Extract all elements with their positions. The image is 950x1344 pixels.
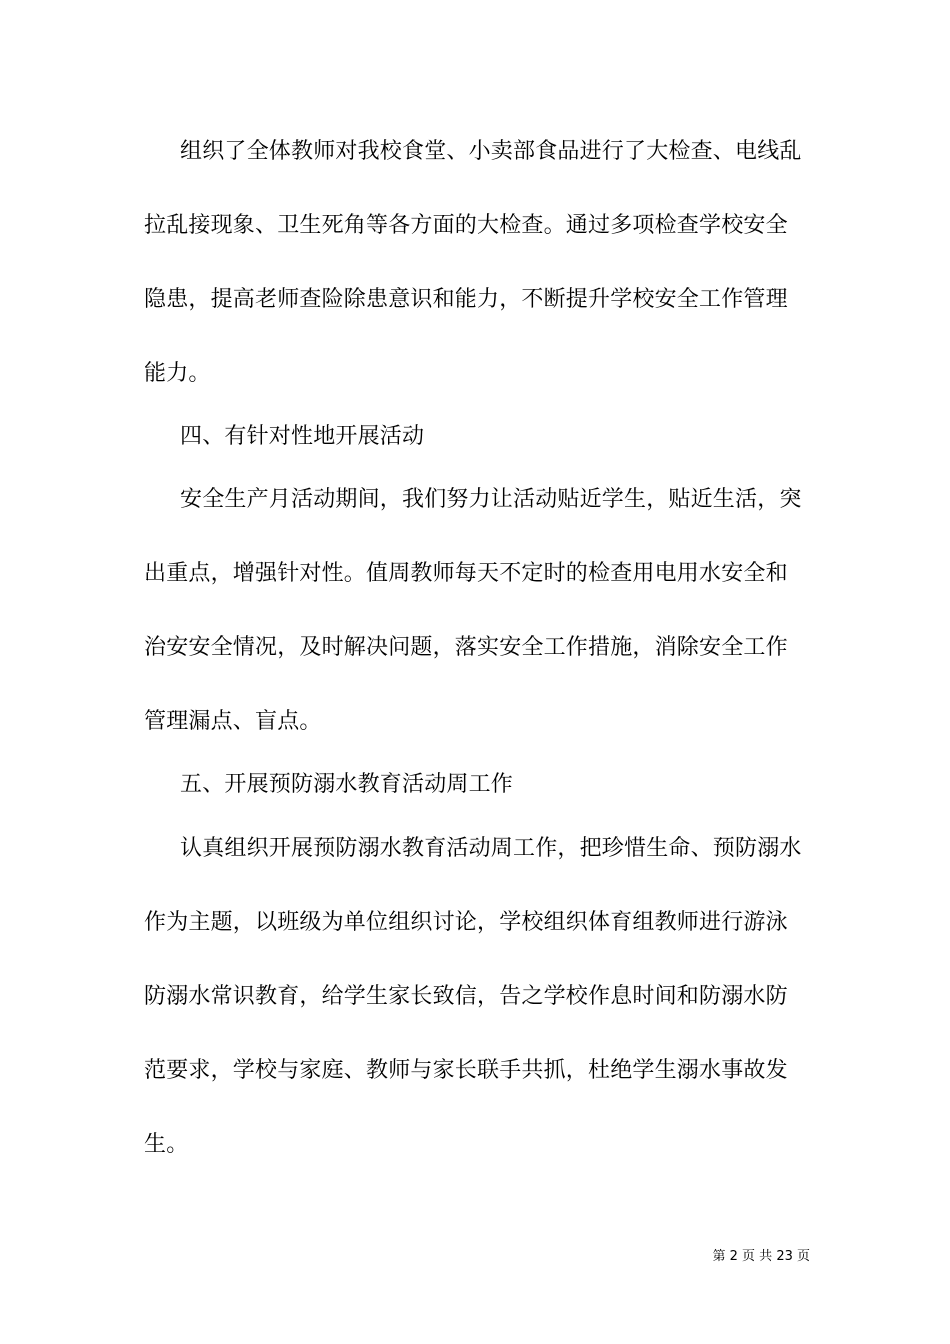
paragraph-line: 范要求，学校与家庭、教师与家长联手共抓，杜绝学生溺水事故发: [144, 1058, 788, 1083]
paragraph-line: 治安安全情况，及时解决问题，落实安全工作措施，消除安全工作: [144, 635, 788, 660]
paragraph-line: 隐患，提高老师查险除患意识和能力，不断提升学校安全工作管理: [144, 287, 788, 312]
section-heading: 五、开展预防溺水教育活动周工作: [180, 772, 514, 797]
section-heading: 四、有针对性地开展活动: [180, 424, 425, 449]
paragraph-line: 安全生产月活动期间，我们努力让活动贴近学生，贴近生活，突: [180, 487, 802, 512]
paragraph-line: 生。: [144, 1132, 189, 1157]
paragraph-line: 能力。: [144, 361, 211, 386]
paragraph-line: 管理漏点、盲点。: [144, 709, 322, 734]
paragraph-line: 拉乱接现象、卫生死角等各方面的大检查。通过多项检查学校安全: [144, 213, 788, 238]
paragraph-line: 认真组织开展预防溺水教育活动周工作，把珍惜生命、预防溺水: [180, 836, 802, 861]
paragraph-line: 出重点，增强针对性。值周教师每天不定时的检查用电用水安全和: [144, 561, 788, 586]
paragraph-line: 防溺水常识教育，给学生家长致信，告之学校作息时间和防溺水防: [144, 984, 788, 1009]
paragraph-line: 作为主题，以班级为单位组织讨论，学校组织体育组教师进行游泳: [144, 910, 788, 935]
page-number: 第 2 页 共 23 页: [712, 1249, 810, 1264]
paragraph-line: 组织了全体教师对我校食堂、小卖部食品进行了大检查、电线乱: [180, 139, 802, 164]
